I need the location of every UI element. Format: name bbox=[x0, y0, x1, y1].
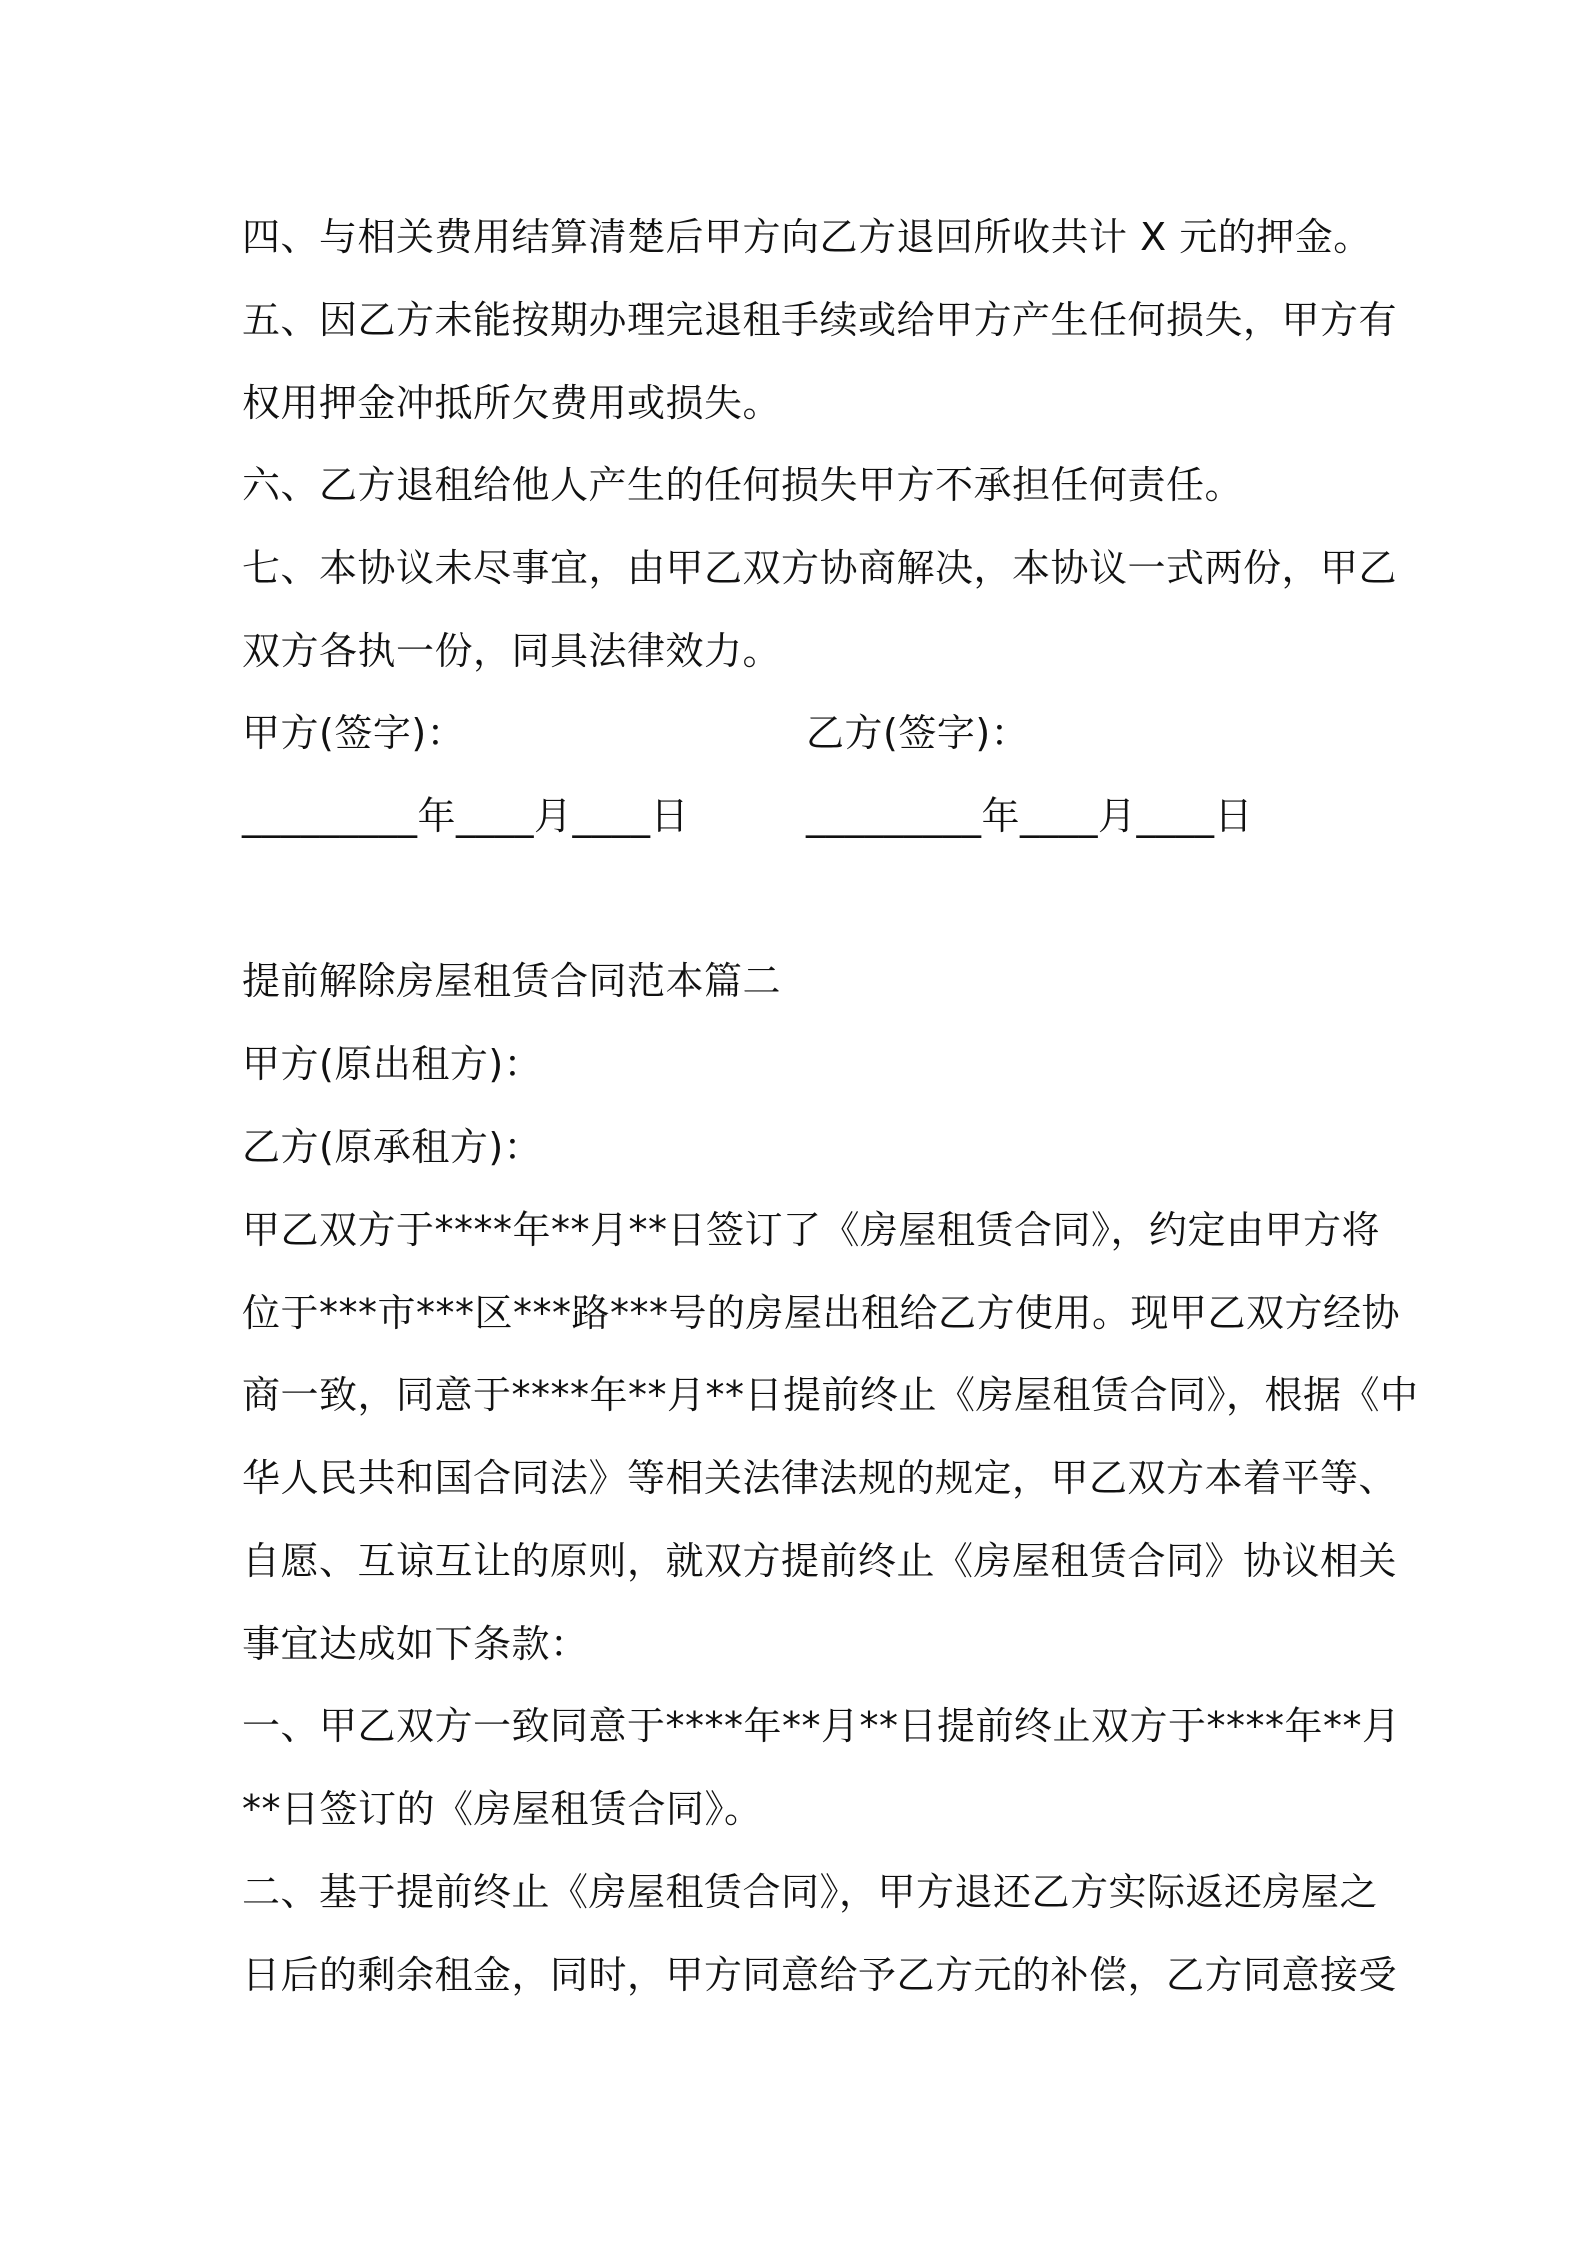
section-two-party-b: 乙方(原承租方)： bbox=[242, 1125, 543, 1169]
party-b-signature-date: _________年____月____日 bbox=[806, 794, 1254, 838]
section-two-title: 提前解除房屋租赁合同范本篇二 bbox=[242, 959, 782, 1003]
clause-seven-line-1: 七、本协议未尽事宜，由甲乙双方协商解决，本协议一式两份，甲乙 bbox=[242, 546, 1398, 590]
body-line-3: 商一致，同意于****年**月**日提前终止《房屋租赁合同》，根据《中 bbox=[242, 1373, 1419, 1417]
body-line-4: 华人民共和国合同法》等相关法律法规的规定，甲乙双方本着平等、 bbox=[242, 1456, 1398, 1500]
clause-two-line-1: 二、基于提前终止《房屋租赁合同》，甲方退还乙方实际返还房屋之 bbox=[242, 1870, 1379, 1914]
clause-five-line-1: 五、因乙方未能按期办理完退租手续或给甲方产生任何损失，甲方有 bbox=[242, 298, 1398, 342]
body-line-1: 甲乙双方于****年**月**日签订了《房屋租赁合同》，约定由甲方将 bbox=[242, 1208, 1381, 1252]
body-line-2: 位于***市***区***路***号的房屋出租给乙方使用。现甲乙双方经协 bbox=[242, 1291, 1401, 1335]
clause-four: 四、与相关费用结算清楚后甲方向乙方退回所收共计 X 元的押金。 bbox=[242, 215, 1372, 259]
party-a-signature-date: _________年____月____日 bbox=[242, 794, 690, 838]
clause-five-line-2: 权用押金冲抵所欠费用或损失。 bbox=[242, 381, 782, 425]
clause-six: 六、乙方退租给他人产生的任何损失甲方不承担任何责任。 bbox=[242, 463, 1244, 507]
clause-one-line-2: **日签订的《房屋租赁合同》。 bbox=[242, 1787, 763, 1831]
party-a-signature-label: 甲方(签字)： bbox=[242, 711, 466, 755]
body-line-6: 事宜达成如下条款： bbox=[242, 1622, 589, 1666]
clause-seven-line-2: 双方各执一份，同具法律效力。 bbox=[242, 629, 782, 673]
section-two-party-a: 甲方(原出租方)： bbox=[242, 1042, 543, 1086]
body-line-5: 自愿、互谅互让的原则，就双方提前终止《房屋租赁合同》协议相关 bbox=[242, 1539, 1398, 1583]
party-b-signature-label: 乙方(签字)： bbox=[806, 711, 1030, 755]
clause-one-line-1: 一、甲乙双方一致同意于****年**月**日提前终止双方于****年**月 bbox=[242, 1704, 1401, 1748]
clause-two-line-2: 日后的剩余租金，同时，甲方同意给予乙方元的补偿，乙方同意接受 bbox=[242, 1953, 1398, 1997]
